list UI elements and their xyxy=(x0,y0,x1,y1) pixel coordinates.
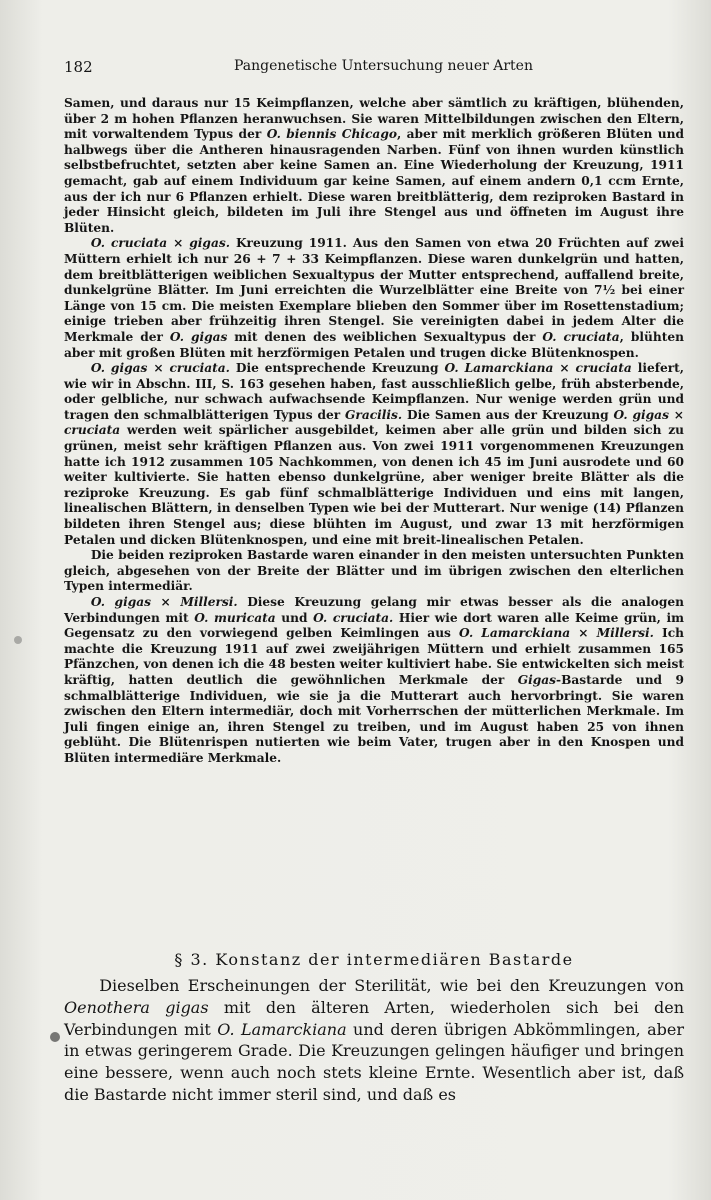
paragraph-section-3: Dieselben Erscheinungen der Sterilität, wie bei den Kreuzungen von Oenothera gigas mit den älteren Arten, wiederholen sich bei den Verbindungen mit O. Lamarckiana und deren übrigen Abkömmlingen, aber in etwas geringerem Grade. Die Kreuzungen gelingen häufiger und bringen eine bessere, wenn auch noch stets kleine Ernte. Wesentlich aber ist, daß die Bastarde nicht immer steril sind, und daß es xyxy=(64,976,685,1104)
paragraph-reciprocal-bastards: Die beiden reziproken Bastarde waren einander in den meisten untersuchten Punkten gleich, abgesehen von der Breite der Blätter und im übrigen zwischen den elterlichen Typen intermediär. xyxy=(64,548,684,594)
paragraph-gigas-x-millersi: O. gigas × Millersi. Diese Kreuzung gelang mir etwas besser als die analogen Verbindungen mit O. muricata und O. cruciata. Hier wie dort waren alle Keime grün, im Gegensatz zu den vorwiegend gelben Keimlingen aus O. Lamarckiana × Millersi. Ich machte die Kreuzung 1911 auf zwei zweijährigen Müttern und erhielt zusammen 165 Pfänzchen, von denen ich die 48 besten weiter kultiviert habe. Sie entwickelten sich meist kräftig, hatten deutlich die gewöhnlichen Merkmale der Gigas-Bastarde und 9 schmalblätterige Individuen, wie sie ja die Mutterart auch hervorbringt. Sie waren zwischen den Eltern intermediär, doch mit Vorherrschen der mütterlichen Merkmale. Im Juli fingen einige an, ihren Stengel zu treiben, und im August haben 25 von ihnen geblüht. Die Blütenrispen nutierten wie beim Vater, trugen aber in den Knospen und Blüten intermediäre Merkmale. xyxy=(64,595,685,765)
running-head: Pangenetische Untersuchung neuer Arten xyxy=(234,58,533,74)
paragraph-cruciata-x-gigas: O. cruciata × gigas. Kreuzung 1911. Aus den Samen von etwa 20 Früchten auf zwei Müttern erhielt ich nur 26 + 7 + 33 Keimpflanzen. Diese waren dunkelgrün und hatten, dem breitblätterigen weiblichen Sexualtypus der Mutter entsprechend, auffallend breite, dunkelgrüne Blätter. Im Juni erreichten die Wurzelblätter eine Breite von 7½ bei einer Länge von 15 cm. Die meisten Exemplare blieben den Sommer über im Rosettenstadium; einige trieben aber frühzeitig ihren Stengel. Sie vereinigten dabei in jedem Alter die Merkmale der O. gigas mit denen des weiblichen Sexualtypus der O. cruciata, blühten aber mit großen Blüten mit herzförmigen Petalen und trugen dicke Blütenknospen. xyxy=(64,236,684,360)
paragraph-1: Samen, und daraus nur 15 Keimpflanzen, welche aber sämtlich zu kräftigen, blühenden, über 2 m hohen Pflanzen heranwuchsen. Sie waren Mittelbildungen zwischen den Eltern, mit vorwaltendem Typus der O. biennis Chicago, aber mit merklich größeren Blüten und halbwegs über die Antheren hinausragenden Narben. Fünf von ihnen wurden künstlich selbstbefruchtet, setzten aber keine Samen an. Eine Wiederholung der Kreuzung, 1911 gemacht, gab auf einem Individuum gar keine Samen, auf einem andern 0,1 ccm Ernte, aus der ich nur 6 Pflanzen erhielt. Diese waren breitblätterig, dem reziproken Bastard in jeder Hinsicht gleich, bildeten im Juli ihre Stengel aus und öffneten im August ihre Blüten. xyxy=(64,96,684,235)
page-number: 182 xyxy=(64,58,93,76)
large-print-section xyxy=(64,975,684,1106)
paragraph-gigas-x-cruciata: O. gigas × cruciata. Die entsprechende Kreuzung O. Lamarckiana × cruciata liefert, wie wir in Abschn. III, S. 163 gesehen haben, fast ausschließlich gelbe, früh absterbende, oder gelbliche, nur schwach aufwachsende Keimpflanzen. Nur wenige werden grün und tragen den schmalblätterigen Typus der Gracilis. Die Samen aus der Kreuzung O. gigas × cruciata werden weit spärlicher ausgebildet, keimen aber alle grün und bilden sich zu grünen, meist sehr kräftigen Pflanzen aus. Von zwei 1911 vorgenommenen Kreuzungen hatte ich 1912 zusammen 105 Nachkommen, von denen ich 45 im Juni ausrodete und 60 weiter kultivierte. Sie hatten ebenso dunkelgrüne, aber weniger breite Blätter als die reziproke Kreuzung. Es gab fünf schmalblätterige Individuen und eins mit langen, linealischen Blättern, in denselben Typen wie bei der Mutterart. Nur wenige (14) Pflanzen bildeten ihren Stengel aus; diese blühten im August, und zwar 13 mit herzförmigen Petalen und dicken Blütenknospen, und eine mit breit-linealischen Petalen. xyxy=(64,361,684,547)
ink-smudge xyxy=(14,636,22,644)
small-print-section xyxy=(64,96,684,767)
ink-smudge xyxy=(50,1032,60,1042)
section-heading: § 3. Konstanz der intermediären Bastarde xyxy=(174,950,574,969)
